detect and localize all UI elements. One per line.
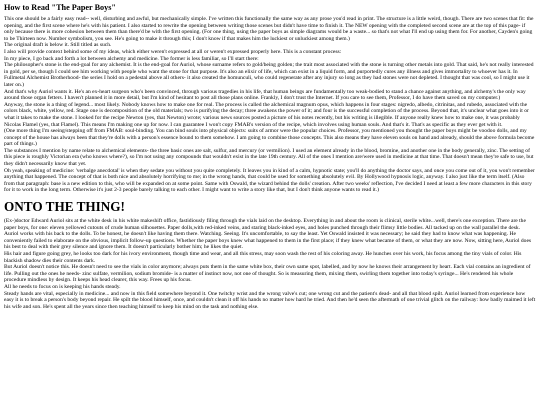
intro-paragraph: Oh yeah, speaking of medicine: 'verbalge anecdotal' is when they sedate you without you quite completely. It leaves you in kind of a calm, hypnotic state; you'll do anything the doctor says, and once you come out of it, you won't remember anything that happened. The concept of that is both nice and absolutely horrifying to me; in the wrong hands, that could be used for something absolutely evil. By Hollywood hypnosis logic, anyway. I also just like the term itself. (Also from that paragraph: base is a new edition to this, who will be expanded on at some point. Same with Oswald, the wizard behind the dolls' creation. After two weeks' reflection, I've decided I need at least a few more characters in this story for it to work in the long term. Otherwise it's just 2-3 people barely talking to each other. I might want to write a story like that, but I don't think anyone wants to read it.) bbox=[4, 167, 535, 194]
story-paragraph: But Auriol doesn't notice this. He doesn't need to see the vials in color anymore; always puts them in the same white box, their own same spot, labelled, and by now he knows their arrangement by heart. Each vial contains an ingredient of life. Pulling out the ones he needs- zinc sulfate, vermilion, sodium bromide- is a matter of instinct now, not one of thought. So is measuring them, mixing them, swirling them together into today's syringe... He's rendered his whole procedure mindless by design. It keeps his head clearer, this way. Frees up his focus. bbox=[4, 264, 531, 284]
story-paragraph: Auriol works with his back to the dolls. To be honest, he doesn't like having them there. Watching. Seeing. It's uncomfortable, to say the least. Yet Oswald insisted it was necessary; he said they had to know what was happening. He conveniently failed to elaborate on the obvious, implicit follow-up questions. Whether the paper boys knew what happened to them in the first place; if they knew what became of them, or what they are now. Now, sitting here, Auriol does his best to deal with their grey silence and ignore them. It doesn't particularly bother him; he likes the quiet. bbox=[4, 231, 532, 251]
story-paragraph: His hair and figure going grey, he looks too dark for his ivory environment, though time and wear, and all this stress, may soon wash the rest of his coloring away. He hunches over his work, his focus among the tiny vials of color. His blackish shadow dies their contents dark. bbox=[4, 251, 522, 264]
intro-paragraph: The original draft is below it. Still titled as such. bbox=[4, 42, 112, 49]
section-heading: ONTO THE THING! bbox=[4, 199, 125, 215]
intro-paragraph: In my piece, I go back and forth a lot between alchemy and medicine. The former is less familiar, so I'll start there: bbox=[4, 55, 259, 62]
story-section bbox=[4, 218, 536, 310]
story-paragraph: Steady hands are vital, especially in medicine... and now in this field somewhere beyond it. One twitchy wrist and the wrong valve's cut; one wrong cut and the patient's dead- and all that blood spilt. Auriol learned from experience how easy it is to break a person's body beyond repair. He spilt the blood himself, once, and couldn't clean it off his hands no matter how hard he tried. And then he'd seen the aftermath of one trivial glitch on the railway: how badly maimed it left his wife and son. He's spent all the years since then teaching himself to keep his mind on the task and nothing else. bbox=[4, 290, 536, 310]
intro-paragraph: This one should be a fairly easy read-- well, disturbing and awful, but mechanically simple. I've written this functionally the same way as any prose you'd read in print. The structure is a little weird, though. There are two scenes that fit: the opening, and the first scene where he's with his patient. I also started to rewrite the opening between writing those scenes but didn't have time to finish it. The NEW opening with the completed second scene are at the top of this page- if only because there is more cohesion between them than there'd be with the first opening. (For one thing, using the paper boys as simple diagrams would be a waste... so that's not what I'll end up using them for. For another, Cayden's going to be Thirteen now. Number symbolism, you see. He's going to make it through this; I don't know if that makes him the luckiest or unluckiest among them.) bbox=[4, 16, 534, 42]
intro-paragraph: And that's why Auriol wants it. He's an ex-heart surgeon who's been convinced, through various tragedies in his life, that human beings are fundamentally too weak-bodied to stand a chance against anything, and alchemy's the only way around those organ fetters. I haven't planned it in more detail, but I'm kind of hesitant to post all those plans online. Frankly, I don't trust the Internet. If you care to see them, Professor, I do have them saved on my computer.) bbox=[4, 88, 526, 102]
intro-paragraph: The philosopher's stone is the end-goal for any alchemist. It is the end-goal for Auriol, whose surname refers to gold/being golden; the trait most associated with the stone is turning other metals into gold. That said, he's not really interested in gold, per se, though I could see him working with people who want the stone for that purpose. It's also an elixir of life, which can exist in a liquid form, and purportedly cures any illness and gives immortality to whoever has it. In Fullmetal Alchemist Brotherhood- the series I hold on a pedestal above all others- it also created the homunculi, who could regenerate after any injury so long as they had stones were not depleted. I thought that was cool, so I might use it later on.) bbox=[4, 62, 534, 88]
story-paragraph: All he needs to focus on is keeping his hands steady. bbox=[4, 283, 121, 290]
intro-section bbox=[4, 16, 536, 194]
intro-paragraph: The substances I mention by name relate to alchemical elements- the three basic ones are salt, sulfur, and mercury (or vermilion). I used an element already in the blood, bromine, and another one in the body generally, zinc. The setting of this piece is roughly Victorian era (who knows where?), so I'm not using any compounds that wouldn't exist in the late 19th century. All of the ones I mention are/were used in medicine at that time. That doesn't mean they're safe to use, but they didn't necessarily know that yet. bbox=[4, 147, 534, 168]
intro-paragraph: I also will provide context behind some of my ideas, which either weren't expressed at all or weren't expressed properly here. This is a constant process: bbox=[4, 48, 342, 55]
document-title: How to Read "The Paper Boys" bbox=[4, 3, 116, 12]
story-paragraph: (Ex-)doctor Edward Auriol sits at the white desk in his white makeshift office, fastidiously filing through the vials laid on the desktop. Everything in and about the room is clinical, sterile white...well, there's one exception. There are the paper boys, for one: eleven yellowed cutouts of crude human silhouettes. Paper dolls,with red-inked veins, and staring black-inked eyes, and holes punched through their flimsy little bodies. All tacked up on the wall parallel the desk. bbox=[4, 218, 526, 231]
intro-paragraph: Anyway, the stone is a thing of legend... most likely. Nobody knows how to make one for real. The process is called the alchemical magnum opus, which happens in four stages: nigredo, albedo, citrinitas, and rubedo, associated with the colors black, white, yellow, red. Stage one is decomposition of the old materials; two is purifying the decay; three awakens the power of it; and four is the successful completion of the process. Beyond that, it's unclear what goes into it or what it takes to make the stone. I looked for the recipe Newton (yes, that Newton) wrote; various news sources posted a picture of his notes recently, but his writing is illegible. If anyone really knew how to make one, it was probably Nicolas Flamel (yes, that Flamel). This means I'm making one up for now. I can guarantee I won't copy FMAB's version of the recipe, which involves using human souls. And that's it. That's as specific as they ever get with it. bbox=[4, 101, 529, 128]
intro-paragraph: (One more thing I'm seeing/stepping off from FMAB: soul-binding. You can bind souls into physical objects: suits of armor were the popular choices. Professor, you mentioned you thought the paper boys might be voodoo dolls, and my concept of the house has always been that they're dolls with a person's essence bound to them somehow. I am going to combine those concepts. This also means they have eleven souls on hand and already, should the above formula become part of things.) bbox=[4, 128, 535, 148]
